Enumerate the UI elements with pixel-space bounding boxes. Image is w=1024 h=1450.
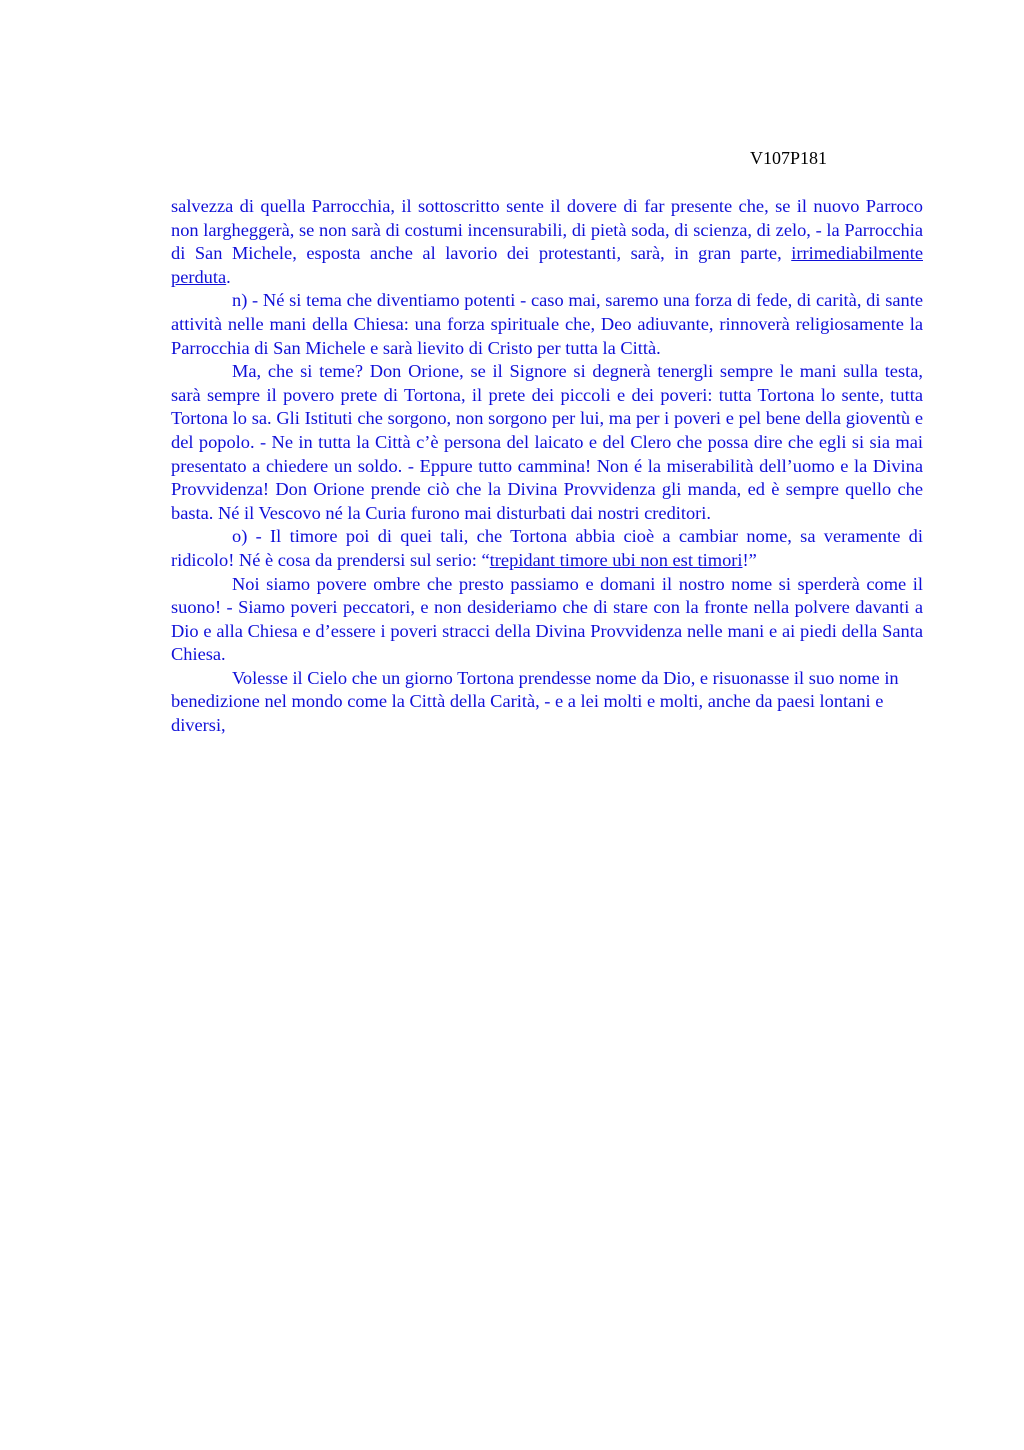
paragraph-4-text: o) - Il timore poi di quei tali, che Tortona abbia cioè a cambiar nome, sa veramente di ridicolo! Né è cosa da prendersi sul serio: “ [171, 526, 923, 570]
underlined-phrase-latin-quote: trepidant timore ubi non est timori [489, 549, 743, 570]
paragraph-5 [171, 573, 923, 667]
paragraph-1-text: salvezza di quella Parrocchia, il sottoscritto sente il dovere di far presente che, se il nuovo Parroco non largheggerà, se non sarà di costumi incensurabili, di pietà soda, di scienza, di zelo, - la Parrocchia di San Michele, esposta anche al lavorio dei protestanti, sarà, in gran parte, [171, 196, 923, 264]
paragraph-2 [171, 289, 923, 360]
paragraph-4-end: !” [742, 549, 757, 570]
paragraph-6-text: Volesse il Cielo che un giorno Tortona prendesse nome da Dio, e risuonasse il suo nome in benedizione nel mondo come la Città della Carità, - e a lei molti e molti, anche da paesi lontani e diversi, [171, 667, 899, 736]
paragraph-3 [171, 360, 923, 525]
paragraph-1-end: . [226, 266, 231, 287]
paragraph-2-text: n) - Né si tema che diventiamo potenti - caso mai, saremo una forza di fede, di carità, di sante attività nelle mani della Chiesa: una forza spirituale che, Deo adiuvante, rinnoverà religiosamente la Parrocchia di San Michele e sarà lievito di Cristo per tutta la Città. [171, 290, 923, 358]
document-body [171, 195, 923, 738]
paragraph-3-text: Ma, che si teme? Don Orione, se il Signore si degnerà tenergli sempre le mani sulla testa, sarà sempre il povero prete di Tortona, il prete dei piccoli e dei poveri: tutta Tortona lo sente, tutta Tortona lo sa. Gli Istituti che sorgono, non sorgono per lui, ma per i poveri e pel bene della gioventù e del popolo. - Ne in tutta la Città c’è persona del laicato e del Clero che possa dire che egli si sia mai presentato a chiedere un soldo. - Eppure tutto cammina! Non é la miserabilità dell’uomo e la Divina Provvidenza! Don Orione prende ciò che la Divina Provvidenza gli manda, ed è sempre quello che basta. Né il Vescovo né la Curia furono mai disturbati dai nostri creditori. [171, 361, 923, 523]
paragraph-5-text: Noi siamo povere ombre che presto passiamo e domani il nostro nome si sperderà come il suono! - Siamo poveri peccatori, e non desideriamo che di stare con la fronte nella polvere davanti a Dio e alla Chiesa e d’essere i poveri stracci della Divina Provvidenza nelle mani e ai piedi della Santa Chiesa. [171, 573, 923, 665]
paragraph-1 [171, 195, 923, 289]
paragraph-4 [171, 525, 923, 572]
paragraph-6 [171, 667, 923, 738]
underlined-phrase-irrimediabilmente-perduta: irrimediabilmente perduta [171, 243, 923, 287]
page-identifier: V107P181 [750, 148, 828, 168]
